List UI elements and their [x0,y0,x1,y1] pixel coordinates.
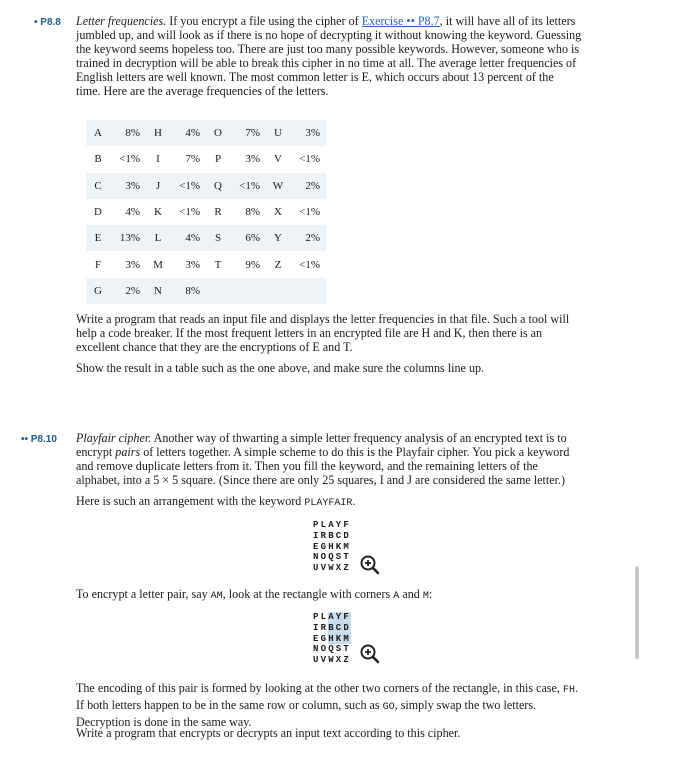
square-cell: Z [343,563,350,574]
square-cell: H [328,633,335,644]
frequency-cell [230,278,266,304]
exercise-label-p8-10: •• P8.10 [21,434,57,445]
frequency-cell: 6% [230,225,266,251]
frequency-cell: 13% [110,225,146,251]
letter-frequency-table [86,120,326,304]
frequency-cell: 3% [290,120,326,146]
frequency-cell: 3% [230,146,266,172]
p8-8-task: Write a program that reads an input file and displays the letter frequencies in that file. Such a tool will help a code breaker. If the most frequent letters in an encrypted file are H and K, then there is an excellent chance that they are the encryptions of E and T. [76,312,570,354]
square-cell: Y [335,612,342,622]
square-cell: U [313,655,319,666]
p8-10-arrangement: Here is such an arrangement with the keyword PLAYFAIR. [76,494,356,509]
letter-cell: B [86,146,110,172]
square-cell: R [320,622,327,633]
frequency-cell [290,278,326,304]
square-cell: O [320,552,327,563]
frequency-cell: 9% [230,251,266,277]
square-cell: C [335,530,342,541]
square-row [313,655,351,666]
frequency-cell: 2% [290,173,326,199]
frequency-cell: 2% [290,225,326,251]
letter-cell: S [206,225,230,251]
table-row [86,120,326,146]
frequency-cell: 3% [170,251,206,277]
p8-8-intro: Letter frequencies. If you encrypt a file using the cipher of Exercise •• P8.7, it will have all of its letters jumbled up, and will look as if there is no hope of decrypting it without knowing the keyword. Guessing the keyword seems hopeless too. There are just too many possible keywords. However, someone who is trained in decryption will be able to break this cipher in no time at all. The average letter frequencies of English letters are well known. The most common letter is E, which occurs about 13 percent of the time. Here are the average frequencies of the letters. [76,14,582,98]
playfair-square-highlighted [313,612,351,666]
square-cell: W [328,655,335,666]
frequency-cell: <1% [230,173,266,199]
p8-10-task: Write a program that encrypts or decrypts an input text according to this cipher. [76,726,461,740]
square-cell: B [328,530,335,541]
zoom-in-icon[interactable] [360,644,380,664]
letter-cell: E [86,225,110,251]
square-row [313,563,351,574]
square-cell: V [320,563,327,574]
square-cell: U [313,563,319,574]
square-row [313,623,351,634]
square-cell: S [335,552,342,563]
letter-cell [206,278,230,304]
square-cell: X [335,655,342,666]
p8-10-title: Playfair cipher. [76,431,152,445]
square-cell: S [335,644,342,655]
square-cell: E [313,633,319,644]
exercise-label-p8-8: • P8.8 [34,17,61,28]
letter-cell: A [86,120,110,146]
letter-cell: H [146,120,170,146]
square-cell: A [328,520,335,530]
frequency-cell: <1% [290,199,326,225]
square-cell: G [320,541,327,552]
letter-cell: Z [266,251,290,277]
letter-cell: G [86,278,110,304]
table-row [86,225,326,251]
letter-cell: Y [266,225,290,251]
p8-10-encoding: The encoding of this pair is formed by looking at the other two corners of the rectangle, in this case, FH. If both letters happen to be in the same row or column, such as GO, simply swap the two letters. Decryption is done in the same way. [76,681,579,729]
letter-cell: P [206,146,230,172]
square-row [313,612,351,623]
square-row [313,531,351,542]
square-cell: W [328,563,335,574]
square-cell: F [343,520,350,530]
table-row [86,251,326,277]
table-row [86,173,326,199]
letter-cell: T [206,251,230,277]
square-row [313,644,351,655]
square-cell: A [328,612,335,622]
square-cell: I [313,622,319,633]
frequency-cell: 8% [230,199,266,225]
square-cell: C [335,622,342,633]
square-cell: I [313,530,319,541]
p8-10-intro: Playfair cipher. Another way of thwarting a simple letter frequency analysis of an encrypted text is to encrypt pairs of letters together. A simple scheme to do this is the Playfair cipher. You pick a keyword and remove duplicate letters from it. Then you fill the keyword, and the remaining letters of the alphabet, into a 5 × 5 square. (Since there are only 25 squares, I and J are considered the same letter.) [76,431,570,487]
letter-cell: L [146,225,170,251]
square-cell: Q [328,644,335,655]
square-cell: L [320,520,327,530]
frequency-cell: <1% [110,146,146,172]
square-cell: M [343,541,350,552]
frequency-cell: <1% [170,199,206,225]
letter-cell [266,278,290,304]
square-cell: M [343,633,350,644]
square-row [313,542,351,553]
frequency-cell: 7% [230,120,266,146]
square-cell: H [328,541,335,552]
square-cell: P [313,520,319,530]
frequency-cell: 4% [110,199,146,225]
table-row [86,199,326,225]
exercise-link[interactable]: Exercise •• P8.7 [361,14,440,28]
letter-cell: X [266,199,290,225]
square-row [313,634,351,645]
frequency-cell: 3% [110,251,146,277]
p8-10-encrypt-text: To encrypt a letter pair, say AM, look at the rectangle with corners A and M: [76,587,433,602]
square-cell: Y [335,520,342,530]
table-row [86,146,326,172]
square-row [313,552,351,563]
frequency-cell: <1% [170,173,206,199]
letter-cell: U [266,120,290,146]
frequency-cell: 8% [110,120,146,146]
square-cell: B [328,622,335,633]
square-cell: X [335,563,342,574]
square-cell: T [343,552,350,563]
letter-cell: F [86,251,110,277]
p8-8-title: Letter frequencies. [76,14,167,28]
letter-cell: M [146,251,170,277]
square-cell: V [320,655,327,666]
letter-cell: I [146,146,170,172]
frequency-cell: 2% [110,278,146,304]
zoom-in-icon[interactable] [360,555,380,575]
letter-cell: C [86,173,110,199]
square-cell: D [343,622,350,633]
letter-cell: V [266,146,290,172]
square-cell: E [313,541,319,552]
letter-cell: D [86,199,110,225]
square-cell: K [335,633,342,644]
square-cell: P [313,612,319,622]
square-cell: N [313,552,319,563]
frequency-cell: 4% [170,120,206,146]
square-cell: Z [343,655,350,666]
frequency-cell: 7% [170,146,206,172]
square-row [313,520,351,531]
letter-cell: N [146,278,170,304]
letter-cell: K [146,199,170,225]
playfair-square [313,520,351,574]
square-cell: N [313,644,319,655]
square-cell: T [343,644,350,655]
letter-cell: R [206,199,230,225]
letter-cell: Q [206,173,230,199]
square-cell: G [320,633,327,644]
frequency-cell: <1% [290,146,326,172]
square-cell: L [320,612,327,622]
p8-8-instruction: Show the result in a table such as the one above, and make sure the columns line up. [76,361,485,375]
frequency-cell: <1% [290,251,326,277]
frequency-cell: 3% [110,173,146,199]
scrollbar-thumb[interactable] [635,566,639,659]
letter-cell: O [206,120,230,146]
square-cell: Q [328,552,335,563]
frequency-cell: 4% [170,225,206,251]
frequency-cell: 8% [170,278,206,304]
square-cell: D [343,530,350,541]
square-cell: K [335,541,342,552]
square-cell: F [343,612,350,622]
table-row [86,278,326,304]
letter-cell: W [266,173,290,199]
letter-cell: J [146,173,170,199]
keyword: PLAYFAIR [304,498,353,509]
square-cell: O [320,644,327,655]
square-cell: R [320,530,327,541]
